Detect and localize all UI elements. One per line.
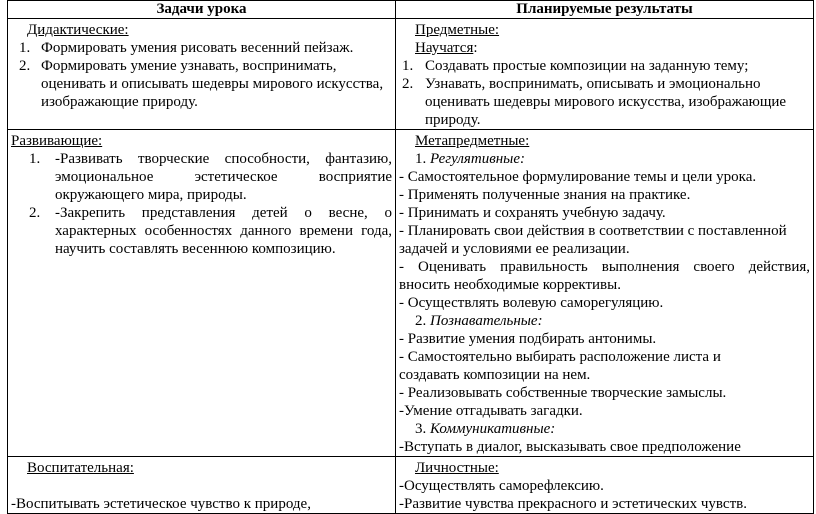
communicative-item: -Вступать в диалог, высказывать свое предположение bbox=[399, 439, 741, 455]
header-row bbox=[8, 1, 814, 19]
cognitive-item: - Реализовывать собственные творческие замыслы. bbox=[399, 385, 727, 401]
communicative-heading: 3. Коммуникативные: bbox=[415, 421, 556, 437]
cognitive-item: -Умение отгадывать загадки. bbox=[399, 403, 583, 419]
cognitive-item: - Развитие умения подбирать антонимы. bbox=[399, 331, 657, 347]
subject-list bbox=[399, 57, 810, 129]
list-item: 1. -Развивать творческие способности, фантазию, эмоциональное эстетическое восприятие окружающего мира, природы. bbox=[29, 151, 392, 203]
didactic-list bbox=[11, 39, 392, 111]
cognitive-item: - Самостоятельно выбирать расположение листа и создавать композиции на нем. bbox=[399, 349, 721, 383]
regulative-item: - Планировать свои действия в соответствии с поставленной задачей и условиями ее реализации. bbox=[399, 223, 787, 257]
subject-title: Предметные: bbox=[415, 22, 500, 38]
regulative-item: - Принимать и сохранять учебную задачу. bbox=[399, 205, 666, 221]
list-item: 2. -Закрепить представления детей о весне, о характерных особенностях данного времени года, научить составлять весеннюю композицию. bbox=[29, 205, 392, 257]
developing-cell bbox=[8, 130, 396, 457]
personal-cell bbox=[396, 457, 814, 514]
regulative-heading: 1. Регулятивные: bbox=[415, 151, 525, 167]
didactic-row bbox=[8, 19, 814, 130]
list-item: 1. Формировать умения рисовать весенний пейзаж. bbox=[19, 40, 354, 56]
regulative-item: - Оценивать правильность выполнения своего действия, вносить необходимые коррективы. bbox=[399, 259, 810, 293]
list-item: 2. Узнавать, воспринимать, описывать и эмоционально оценивать шедевры мирового искусства, изображающие природу. bbox=[402, 76, 787, 128]
list-item: 1. Создавать простые композиции на заданную тему; bbox=[402, 58, 749, 74]
cognitive-heading: 2. Познавательные: bbox=[415, 313, 543, 329]
metasubject-cell bbox=[396, 130, 814, 457]
educational-cell bbox=[8, 457, 396, 514]
header-tasks: Задачи урока bbox=[8, 1, 396, 19]
educational-title: Воспитательная: bbox=[27, 460, 134, 476]
regulative-item: - Самостоятельное формулирование темы и цели урока. bbox=[399, 169, 757, 185]
personal-title: Личностные: bbox=[415, 460, 499, 476]
developing-row bbox=[8, 130, 814, 457]
personal-item: -Развитие чувства прекрасного и эстетических чувств. bbox=[399, 496, 747, 512]
developing-list bbox=[11, 150, 392, 258]
didactic-cell bbox=[8, 19, 396, 130]
developing-title: Развивающие: bbox=[11, 133, 103, 149]
educational-row bbox=[8, 457, 814, 514]
regulative-item: - Применять полученные знания на практике. bbox=[399, 187, 691, 203]
metasubject-title: Метапредметные: bbox=[415, 133, 530, 149]
personal-item: -Осуществлять саморефлексию. bbox=[399, 478, 604, 494]
regulative-item: - Осуществлять волевую саморегуляцию. bbox=[399, 295, 664, 311]
subject-results-cell bbox=[396, 19, 814, 130]
list-item: 2. Формировать умение узнавать, воспринимать, оценивать и описывать шедевры мирового искусства, изображающие природу. bbox=[19, 58, 384, 110]
subject-subtitle: Научатся: bbox=[415, 40, 478, 56]
didactic-title: Дидактические: bbox=[27, 22, 129, 38]
spacer bbox=[11, 477, 392, 495]
header-results: Планируемые результаты bbox=[396, 1, 814, 19]
educational-text: -Воспитывать эстетическое чувство к природе, bbox=[11, 496, 311, 512]
lesson-plan-table bbox=[7, 0, 814, 514]
